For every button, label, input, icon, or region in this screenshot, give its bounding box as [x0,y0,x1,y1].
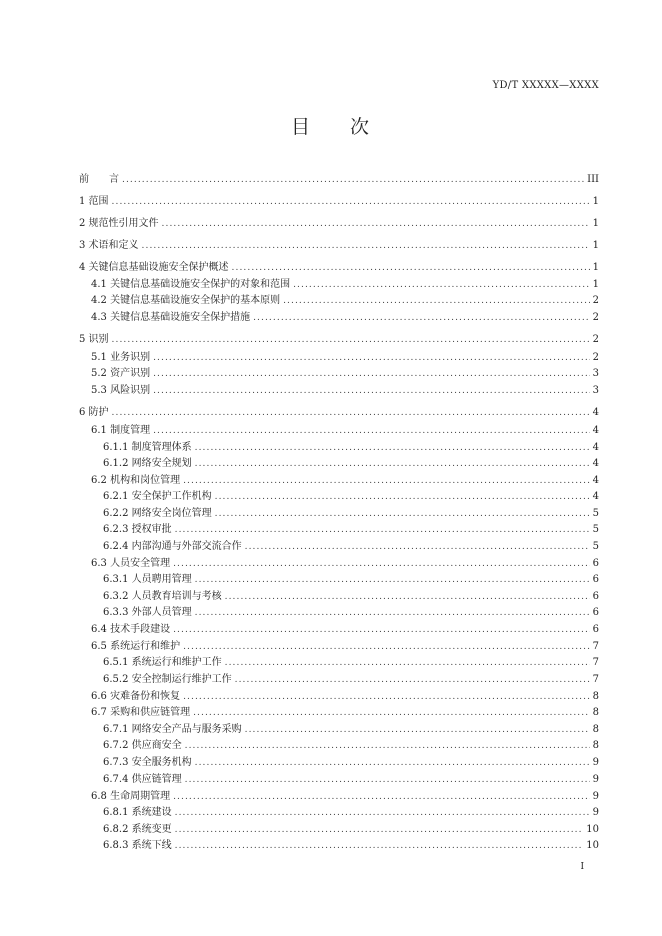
toc-entry-label: 2 规范性引用文件 [79,218,159,229]
toc-entry-label: 6 防护 [79,407,109,418]
toc-entry-label: 6.1.1 制度管理体系 [103,442,192,453]
toc-leader-dots [235,674,590,686]
toc-entry-page: 5 [592,541,599,552]
toc-entry[interactable] [103,454,599,470]
toc-entry-label: 6.7.3 安全服务机构 [103,757,192,768]
toc-entry-page: 2 [592,352,599,363]
toc-entry-label: 6.3.2 人员教育培训与考核 [103,591,222,602]
toc-leader-dots [293,279,590,291]
toc-entry[interactable] [103,720,599,736]
toc-entry-label: 6.7.1 网络安全产品与服务采购 [103,724,242,735]
toc-entry[interactable] [91,687,599,703]
toc-entry-label: 5.1 业务识别 [91,352,151,363]
toc-leader-dots [183,475,590,487]
toc-entry[interactable] [91,291,599,307]
toc-entry[interactable] [79,258,599,274]
toc-entry[interactable] [103,820,599,836]
toc-entry-label: 6.2.4 内部沟通与外部交流合作 [103,541,242,552]
toc-entry-page: 1 [592,240,599,251]
toc-entry[interactable] [91,554,599,570]
toc-entry-label: 6.2 机构和岗位管理 [91,475,181,486]
document-id-header: YD/T XXXXX—XXXX [492,80,599,91]
toc-leader-dots [142,240,590,252]
toc-leader-dots [112,196,590,208]
toc-entry-page: 10 [586,840,599,851]
toc-entry-page: 6 [592,624,599,635]
toc-leader-dots [195,757,590,769]
toc-leader-dots [283,295,590,307]
toc-entry-label: 5.2 资产识别 [91,368,151,379]
toc-entry[interactable] [91,348,599,364]
toc-entry[interactable] [79,192,599,208]
toc-leader-dots [173,624,590,636]
toc-entry-label: 6.1 制度管理 [91,425,151,436]
page-title-part2: 次 [350,116,372,138]
toc-entry[interactable] [91,275,599,291]
toc-entry-label: 6.3.1 人员聘用管理 [103,574,192,585]
toc-entry-page: 4 [592,458,599,469]
page-title-part1: 目 [290,116,312,138]
toc-leader-dots [175,840,584,852]
page-title [0,112,662,139]
toc-entry-label: 6.8.1 系统建设 [103,807,172,818]
toc-entry[interactable] [79,403,599,419]
toc-entry[interactable] [103,836,599,852]
toc-entry-label: 6.6 灾难备份和恢复 [91,691,181,702]
toc-leader-dots [245,724,590,736]
toc-entry[interactable] [91,471,599,487]
toc-entry-label: 6.3.3 外部人员管理 [103,607,192,618]
toc-entry[interactable] [103,520,599,536]
toc-entry-page: 8 [592,691,599,702]
toc-leader-dots [175,524,590,536]
toc-entry-label: 6.8.3 系统下线 [103,840,172,851]
toc-entry[interactable] [103,438,599,454]
toc-entry-page: 7 [592,641,599,652]
toc-leader-dots [183,691,590,703]
toc-leader-dots [153,385,590,397]
toc-leader-dots [245,541,590,553]
toc-leader-dots [195,442,590,454]
toc-entry-label: 6.4 技术手段建设 [91,624,171,635]
toc-entry[interactable] [91,787,599,803]
toc-entry-page: 9 [592,791,599,802]
toc-entry-page: 5 [592,508,599,519]
toc-entry-label: 6.2.2 网络安全岗位管理 [103,508,212,519]
toc-entry[interactable] [103,570,599,586]
toc-entry[interactable] [103,753,599,769]
toc-entry[interactable] [103,770,599,786]
toc-entry[interactable] [103,504,599,520]
toc-leader-dots [215,508,590,520]
toc-entry[interactable] [103,537,599,553]
toc-entry[interactable] [79,214,599,230]
toc-leader-dots [253,312,590,324]
toc-entry-label: 6.2.1 安全保护工作机构 [103,491,212,502]
toc-entry-page: 5 [592,524,599,535]
toc-leader-dots [175,807,590,819]
toc-entry[interactable] [103,487,599,503]
toc-entry[interactable] [91,620,599,636]
toc-entry[interactable] [79,236,599,252]
toc-entry-page: III [587,174,599,185]
toc-entry-page: 7 [592,674,599,685]
toc-entry-page: 6 [592,591,599,602]
toc-leader-dots [173,791,590,803]
toc-leader-dots [153,425,590,437]
toc-entry-page: 2 [592,334,599,345]
toc-entry[interactable] [91,421,599,437]
toc-leader-dots [185,740,590,752]
toc-entry-label: 4 关键信息基础设施安全保护概述 [79,262,229,273]
toc-entry-label: 6.5.2 安全控制运行维护工作 [103,674,232,685]
toc-leader-dots [195,574,590,586]
toc-entry-page: 4 [592,442,599,453]
toc-entry[interactable] [103,603,599,619]
toc-entry-label: 5.3 风险识别 [91,385,151,396]
toc-entry[interactable] [103,803,599,819]
toc-entry-label: 3 术语和定义 [79,240,139,251]
toc-leader-dots [173,558,590,570]
toc-leader-dots [112,407,590,419]
toc-leader-dots [175,824,584,836]
toc-entry-label: 6.8.2 系统变更 [103,824,172,835]
toc-entry-label: 4.2 关键信息基础设施安全保护的基本原则 [91,295,281,306]
toc-leader-dots [225,657,590,669]
toc-entry[interactable] [91,703,599,719]
toc-entry-label: 6.3 人员安全管理 [91,558,171,569]
toc-entry-page: 2 [592,295,599,306]
toc-entry-page: 10 [586,824,599,835]
toc-entry-label: 6.5.1 系统运行和维护工作 [103,657,222,668]
toc-leader-dots [162,218,590,230]
toc-entry-label: 4.1 关键信息基础设施安全保护的对象和范围 [91,279,291,290]
toc-entry-page: 6 [592,607,599,618]
toc-leader-dots [153,352,590,364]
toc-entry[interactable] [91,308,599,324]
toc-entry-label: 6.8 生命周期管理 [91,791,171,802]
toc-leader-dots [112,334,590,346]
toc-entry-page: 6 [592,574,599,585]
toc-leader-dots [225,591,590,603]
toc-entry-page: 6 [592,558,599,569]
toc-entry[interactable] [91,637,599,653]
toc-entry-page: 3 [592,368,599,379]
toc-entry-page: 9 [592,774,599,785]
toc-entry-page: 4 [592,407,599,418]
toc-entry-page: 3 [592,385,599,396]
toc-entry-page: 8 [592,707,599,718]
toc-entry[interactable] [103,670,599,686]
toc-entry-label: 5 识别 [79,334,109,345]
toc-leader-dots [183,641,590,653]
toc-entry[interactable] [103,653,599,669]
toc-entry-page: 8 [592,740,599,751]
toc-entry-label: 6.7 采购和供应链管理 [91,707,191,718]
toc-entry[interactable] [91,364,599,380]
toc-entry[interactable] [103,736,599,752]
toc-entry-page: 7 [592,657,599,668]
toc-entry[interactable] [91,381,599,397]
toc-entry-label: 6.7.4 供应链管理 [103,774,182,785]
toc-entry-page: 1 [592,218,599,229]
toc-leader-dots [122,174,584,186]
toc-entry-label: 6.2.3 授权审批 [103,524,172,535]
toc-entry-page: 4 [592,475,599,486]
toc-entry[interactable] [79,330,599,346]
toc-entry-page: 4 [592,491,599,502]
toc-entry-label: 1 范围 [79,196,109,207]
toc-entry-label: 6.5 系统运行和维护 [91,641,181,652]
toc-leader-dots [195,607,590,619]
toc-leader-dots [215,491,590,503]
page-number: I [580,862,584,872]
toc-entry[interactable] [103,587,599,603]
toc-entry-label: 6.7.2 供应商安全 [103,740,182,751]
toc-leader-dots [195,458,590,470]
toc-entry-label: 4.3 关键信息基础设施安全保护措施 [91,312,251,323]
toc-leader-dots [232,262,590,274]
toc-entry-page: 1 [592,262,599,273]
toc-entry-label: 6.1.2 网络安全规划 [103,458,192,469]
toc-entry-page: 9 [592,757,599,768]
toc-entry-page: 4 [592,425,599,436]
toc-leader-dots [185,774,590,786]
toc-leader-dots [193,707,590,719]
toc-entry-page: 8 [592,724,599,735]
toc-entry-page: 1 [592,196,599,207]
toc-entry-label: 前 言 [79,174,119,185]
toc-entry-page: 2 [592,312,599,323]
toc-leader-dots [153,368,590,380]
toc-entry-page: 9 [592,807,599,818]
toc-entry[interactable] [79,170,599,186]
toc-entry-page: 1 [592,279,599,290]
